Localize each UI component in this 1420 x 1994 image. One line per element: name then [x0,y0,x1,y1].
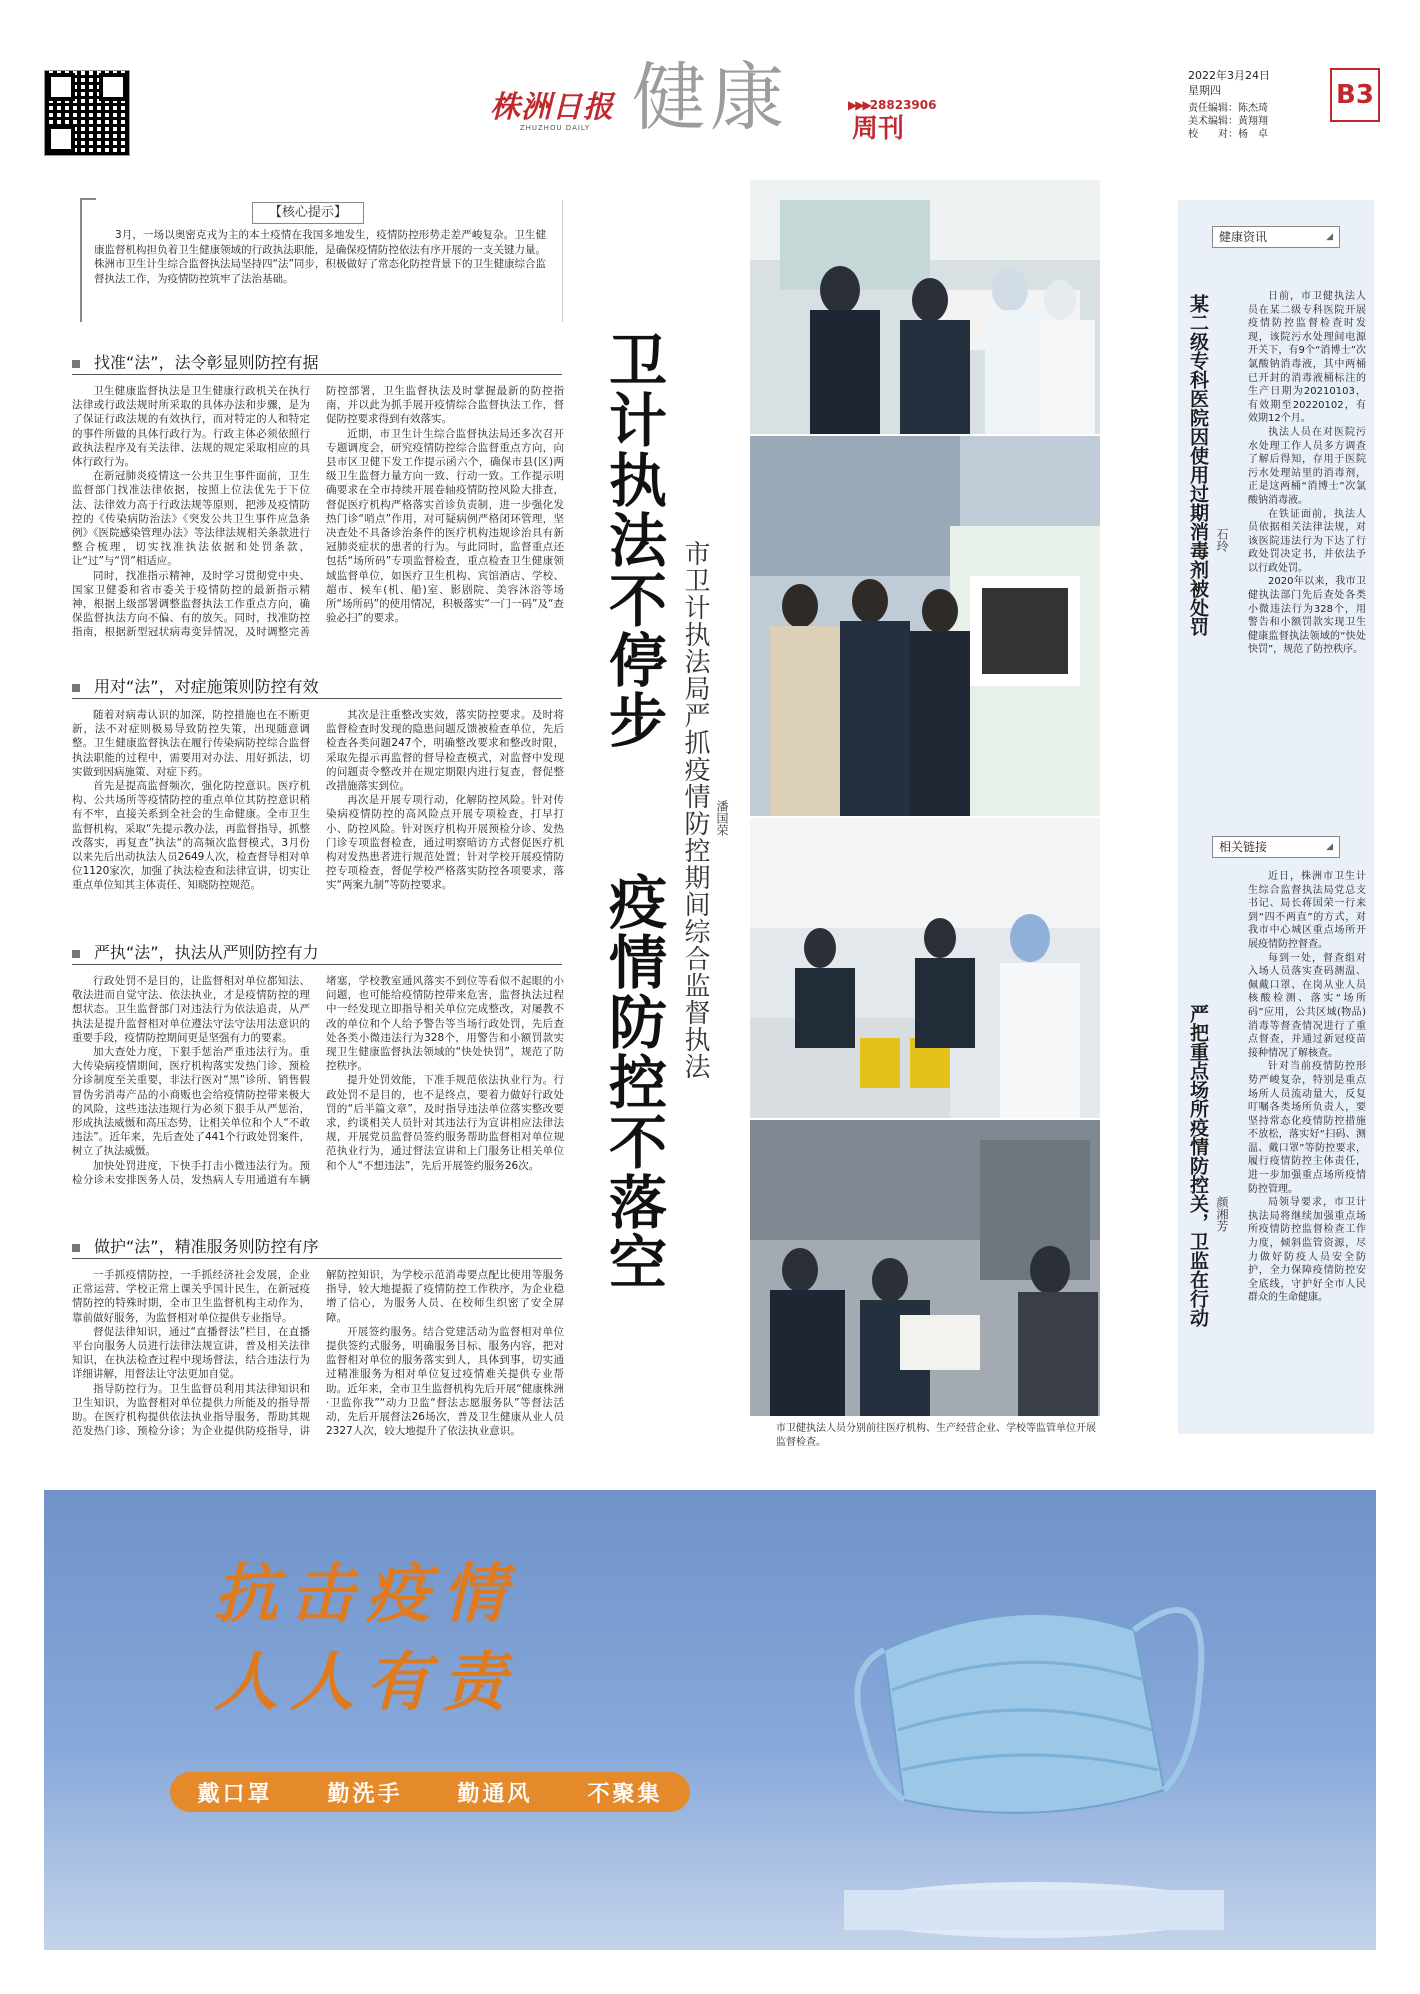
paragraph: 一手抓疫情防控，一手抓经济社会发展，企业正常运营、学校正常上课关乎国计民生，在新冠疫情防控的特殊时期，全市卫生监督机构主动作为，靠前做好服务，为监督相对单位提供专业指导。 [72,1269,310,1324]
headline-line-2: 疫情防控不落空 [599,872,667,1292]
banner-slogan-line-1: 抗击疫情 [214,1557,518,1632]
section-heading-2: 用对“法”，对症施策则防控有效 [72,676,562,699]
tip-ventilate: 勤通风 [457,1781,533,1807]
section-body-3 [72,974,564,1238]
section-body-1 [72,384,564,672]
anti-epidemic-banner [44,1490,1376,1950]
square-bullet-icon [72,950,80,958]
qr-code-icon [44,70,130,156]
banner-slogan-line-2: 人人有责 [214,1645,518,1720]
paper-name-en: ZHUZHOU DAILY [519,124,591,132]
paper-logo [490,92,620,132]
sidebar-tag-links: 相关链接 ◢ [1212,836,1340,858]
section-body-4 [72,1268,564,1468]
sidebar-story1-body [1248,290,1366,820]
art-editor-credit: 美术编辑：黄翔翔 [1188,116,1268,127]
sidebar-story2-title: 严把重点场所疫情防控关，卫监在行动 [1187,1004,1209,1327]
paragraph: 卫生健康监督执法是卫生健康行政机关在执行法律或行政法规时所采取的具体办法和步骤，是为了保证行政法规的有效执行，而对特定的人和特定的事件所做的具体行政行为。行政主体必须依照行政执法程序及有关法律、法规的规定采取相应的具体行政行为。 [72,385,310,469]
paragraph: 在铁证面前，执法人员依据相关法律法规，对该医院违法行为下达了行政处罚决定书，并依法予以行政处罚。 [1248,508,1366,574]
paragraph: 行政处罚不是目的，让监督相对单位都知法、敬法进而自觉守法、依法执业，才是疫情防控的理想状态。卫生监督部门对违法行为依法追责，从严执法是提升监督相对单位遵法守法守法用法意识的重要手段，疫情防控期间更是坚强有力的要素。 [72,975,310,1044]
paragraph: 首先是提高监督频次，强化防控意识。医疗机构、公共场所等疫情防控的重点单位其防控意识稍有不牢，直接关系到全社会的生命健康。全市卫生监督机构，采取“先提示教办法，再监督指导，抓整改落实，再复查”执法“的高频次监督模式，3月份以来先后出动执法人员2649人次，检查督导相对单位1120家次，加强了执法检查和法律宣讲，切实让重点单位知其主体责任、知晓防控规范。 [72,780,310,892]
core-summary-text: 3月，一场以奥密克戎为主的本土疫情在我国多地发生，疫情防控形势走差严峻复杂。卫生健康监督机构担负着卫生健康领域的行政执法职能，是确保疫情防控依法有序开展的一支关键力量。株洲市卫生计生综合监督执法局坚持四“法”同步，积极做好了常态化防控背景下的卫生健康综合监督执法工作，为疫情防控筑牢了法治基础。 [94,229,546,285]
mask-icon [804,1530,1224,1950]
issue-date: 2022年3月24日 [1188,69,1270,82]
triangle-icon: ◢ [1326,232,1333,242]
banner-tips [170,1772,690,1812]
sidebar-story1-title: 某二级专科医院因使用过期消毒剂被处罚 [1187,294,1209,636]
headline-subtitle: 市卫计执法局严抓疫情防控期间综合监督执法 [680,540,710,1080]
editor-credit: 责任编辑：陈杰琦 [1188,103,1268,114]
section-body-2 [72,708,564,934]
paragraph: 近期，市卫生计生综合监督执法局还多次召开专题调度会，研究疫情防控综合监督重点方向，向县市区卫健下发工作提示函六个，确保市县(区)两级卫生监督力量方向一致、行动一致。工作提示明确要求在全市持续开展卷轴疫情防控风险大排查，督促医疗机构严格落实首诊负责制，进一步强化发热门诊“哨点”作用，对可疑病例严格闭环管理，坚决查处不具备诊治条件的医疗机构违规诊治具有新冠肺炎症状的患者的行为。与此同时，监督重点还包括“场所码”专项监督检查，重点检查卫生健康领域监督单位，如医疗卫生机构、宾馆酒店、学校、超市、候车(机、船)室、影剧院、美容沐浴等场所“场所码”的使用情况，积极落实“一门一码”及“查验必扫”的要求。 [326,427,564,625]
photo-inspection-school [750,436,1100,816]
tip-wash-hands: 勤洗手 [327,1781,403,1807]
paragraph: 日前，市卫健执法人员在某二级专科医院开展疫情防控监督检查时发现，该院污水处理间电源开关下，有9个“消博士”次氯酸钠消毒液，其中两桶已开封的消毒液桶标注的生产日期为20210103，有效期至20220102，有效期12个月。 [1248,291,1366,425]
photo-inspection-lab [750,818,1100,1118]
section-title: 健康 [632,55,788,141]
paragraph: 随着对病毒认识的加深，防控措施也在不断更新，法不对症则极易导致防控失策，出现随意调整。卫生健康监督执法在履行传染病防控综合监督执法职能的过程中，需要用对办法、用好抓法，切实做到因病施策、对症下药。 [72,709,310,778]
issue-weekday: 星期四 [1188,84,1221,97]
triangle-icon: ◢ [1326,842,1333,852]
section-heading-1: 找准“法”，法令彰显则防控有据 [72,352,562,375]
photo-caption: 市卫健执法人员分别前往医疗机构、生产经营企业、学校等监管单位开展监督检查。 [776,1423,1096,1448]
paragraph: 针对当前疫情防控形势严峻复杂，特别是重点场所人员流动量大，反复叮嘱各类场所负责人，要坚持常态化疫情防控措施不放松，落实好“扫码、测温、戴口罩”等防控要求，履行疫情防控主体责任，进一步加强重点场所疫情防控管理。 [1248,1061,1366,1195]
paper-name: 株洲日报 [490,90,614,125]
tip-no-gathering: 不聚集 [587,1781,663,1807]
paragraph: 在新冠肺炎疫情这一公共卫生事件面前，卫生监督部门找准法律依据，按照上位法优先于下位法、法律效力高于行政法规等原则，把涉及疫情防控的《传染病防治法》《突发公共卫生事件应急条例》《医院感染管理办法》等法律法规相关条款进行整合梳理，切实找准执法依据和处罚条款，让“过”与“罚”相适应。 [72,470,310,568]
photo-inspection-factory [750,1120,1100,1416]
proofreader-credit: 校 对：杨 卓 [1188,129,1268,140]
photo-inspection-hospital [750,180,1100,434]
paragraph: 指导防控行为。卫生监督员利用其法律知识和卫生知识，为监督相对单位提供力所能及的指导帮助。在医疗机构提供依法执业指导服务，帮助其规范发热门诊、预检分诊；为企业提供防疫指导，讲解防控知识，为学校示范消毒要点配比使用等服务指导，较大地提振了疫情防控工作秩序，为企业稳增了信心，为服务人员、在校师生织密了安全屏障。 [72,1269,564,1438]
headline-line-1: 卫计执法不停步 [599,330,667,750]
paragraph: 同时，找准指示精神，及时学习贯彻党中央、国家卫健委和省市委关于疫情防控的最新指示精神，根据上级部署调整监督执法工作重点方向，确保监督执法方向不偏、有的放矢。同时，找准防控指南，根据新型冠状病毒变异情况，及时调整完善防控部署，卫生监督执法及时掌握最新的防控指南，并以此为抓手展开疫情综合监督执法工作，督促防控要求得到有效落实。 [72,385,564,639]
section-heading-4: 做护“法”，精准服务则防控有序 [72,1236,562,1259]
sidebar-story1-author: 石玲 [1215,528,1229,552]
paragraph: 加大查处力度，下狠手惩治严重违法行为。重大传染病疫情期间，医疗机构落实发热门诊、预检分诊制度至关重要，非法行医对“黑”诊所、销售假冒伪劣消毒产品的小商贩也会给疫情防控带来极大的风险，这些违法违规行为必须下狠手从严惩治，形成执法威慑和高压态势，让相关单位和个人“不敢违法”。近年来，先后查处了441个行政处罚案件，树立了执法威慑。 [72,1046,310,1158]
paragraph: 开展签约服务。结合党建活动为监督相对单位提供签约式服务，明确服务目标、服务内容，把对监督相对单位的服务落实到人，具体到事，切实通过精准服务为相对单位复过疫情难关提供专业帮助。近年来，全市卫生监督机构先后开展“健康株洲·卫监你我”“动力卫监“督法志愿服务队”等督法活动，先后开展督法26场次，普及卫生健康从业人员2327人次，较大地提升了依法执业意识。 [326,1325,564,1438]
paragraph: 其次是注重整改实效，落实防控要求。及时将监督检查时发现的隐患问题反馈被检查单位，先后检查各类问题247个，明确整改要求和整改时限，采取先提示再监督的督导检查模式，对监督中发现的问题责令整改并在规定期限内进行复查，督促整改措施落实到位。 [326,709,564,793]
paragraph: 督促法律知识，通过“直播督法”栏目，在直播平台向服务人员进行法律法规宣讲，普及相关法律知识，在执法检查过程中现场督法，结合违法行为详细讲解，用督法让守法更加自觉。 [72,1325,310,1381]
paragraph: 2020年以来，我市卫健执法部门先后查处各类小微违法行为328个，用警告和小额罚款实现卫生健康监督执法领域的“快处快罚”，规范了防控秩序。 [1248,576,1366,656]
core-summary-box [80,200,563,322]
paragraph: 再次是开展专项行动，化解防控风险。针对传染病疫情防控的高风险点开展专项检查，打早打小、防控风险。针对医疗机构开展预检分诊、发热门诊专项监督检查，通过明察暗访方式督促医疗机构对发热患者进行规范处置；针对学校开展疫情防控专项检查，督促学校严格落实防控各项要求，落实“两案九制”等防控要求。 [326,794,564,892]
paragraph: 加快处罚进度，下快手打击小微违法行为。预检分诊未安排医务人员，发热病人专用通道有车辆堵塞，学校教室通风落实不到位等看似不起眼的小问题，也可能给疫情防控带来危害，监督执法过程中一经发现立即指导相关单位完成整改，对屡教不改的单位和个人给予警告等当场行政处罚，先后查处各类小微违法行为328个，用警告和小额罚款实现卫生健康监督执法领域的“快处快罚”，规范了防控秩序。 [72,975,564,1186]
issue-info [1188,68,1270,141]
sidebar-story2-body [1248,870,1366,1426]
section-heading-3: 严执“法”，执法从严则防控有力 [72,942,562,965]
core-summary-label: 【核心提示】 [252,202,364,224]
paragraph: 执法人员在对医院污水处理工作人员多方调查了解后得知，存用于医院污水处理站里的消毒剂，正是这两桶“消博士”次氯酸钠消毒液。 [1248,426,1366,506]
paragraph: 提升处罚效能，下准手规范依法执业行为。行政处罚不是目的，也不是终点，要着力做好行政处罚的“后半篇文章”，及时指导违法单位落实整改要求，约谈相关人员针对其违法行为宣讲相应法律法规，开展党员监督员签约服务帮助监督相对单位规范执业行为，通过督法宣讲和上门服务让相关单位和个人“不想违法”，先后开展签约服务26次。 [326,1074,564,1172]
tip-wear-mask: 戴口罩 [197,1781,273,1807]
square-bullet-icon [72,684,80,692]
square-bullet-icon [72,360,80,368]
paragraph: 近日，株洲市卫生计生综合监督执法局党总支书记、局长蒋国荣一行来到“四不两直”的方式，对我市中心城区重点场所开展疫情防控督查。 [1248,871,1366,950]
paragraph: 局领导要求，市卫计执法局将继续加强重点场所疫情防控监督检查工作力度，倾斜监管资源，尽力做好防疫人员安全防护，全力保障疫情防控安全底线，守护好全市人民群众的生命健康。 [1248,1197,1366,1304]
headline-author: 潘国荣 [715,800,729,836]
sidebar-story2-author: 颜湘芳 [1215,1196,1229,1232]
paragraph: 每到一处，督查组对入场人员落实查码测温、佩戴口罩、在岗从业人员核酸检测、落实“场所码”应用，公共区域(物品)消毒等督查情况进行了重点督查，并通过新冠疫苗接种情况了解核查。 [1248,952,1366,1059]
section-subtitle: 周刊 [852,114,905,144]
square-bullet-icon [72,1244,80,1252]
phone-number: ▶▶▶28823906 [848,98,937,112]
sidebar-tag-news: 健康资讯 ◢ [1212,226,1340,248]
page-number: B3 [1330,68,1380,122]
